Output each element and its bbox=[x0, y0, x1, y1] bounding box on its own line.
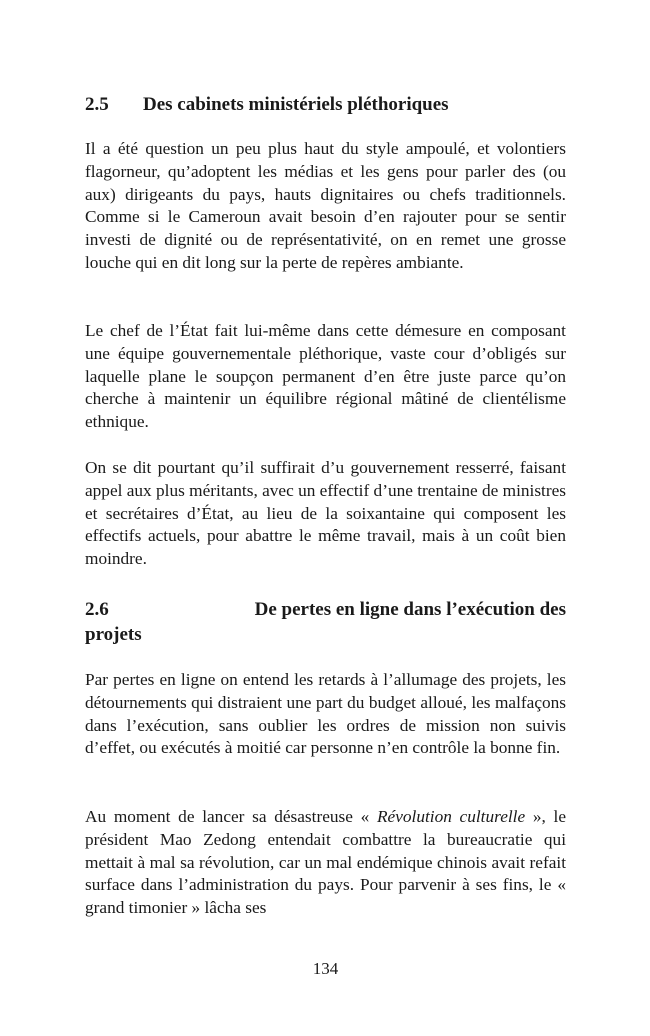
section-title-part-2: projets bbox=[85, 624, 142, 645]
page-number: 134 bbox=[312, 959, 339, 978]
section-number: 2.6 bbox=[85, 599, 109, 620]
paragraph-5-text-start: Au moment de lancer sa désastreuse « bbox=[85, 807, 377, 826]
section-heading-2-6 bbox=[85, 597, 566, 647]
section-heading-2-5 bbox=[85, 92, 566, 117]
paragraph-3: On se dit pourtant qu’il suffirait d’u gouvernement resserré, faisant appel aux plus méritants, avec un effectif d’une trentaine de ministres et secrétaires d’État, au lieu de la soixantaine qui composent les effectifs actuels, pour abattre le même travail, mais à un coût bien moindre. bbox=[85, 458, 566, 569]
italic-title: Révolution culturelle bbox=[376, 807, 526, 826]
section-number: 2.5 bbox=[85, 94, 109, 115]
section-title: Des cabinets ministériels pléthoriques bbox=[143, 94, 449, 115]
paragraph-5-text-end: », le président Mao Zedong entendait combattre la bureaucratie qui mettait à mal sa révolution, car un mal endémique chinois avait refait surface dans l’administration du pays. Pour parvenir à ses fins, le « grand timonier » lâcha ses bbox=[85, 807, 566, 918]
paragraph-5 bbox=[85, 806, 566, 920]
section-title-line bbox=[85, 597, 566, 622]
paragraph-2: Le chef de l’État fait lui-même dans cette démesure en composant une équipe gouvernementale pléthorique, vaste cour d’obligés sur laquelle plane le soupçon permanent d’en être juste parce qu’on cherche à maintenir un équilibre régional mâtiné de clientélisme ethnique. bbox=[85, 321, 566, 432]
section-title-part-1: De pertes en ligne dans l’exécution des bbox=[254, 599, 566, 620]
paragraph-4: Par pertes en ligne on entend les retards à l’allumage des projets, les détournements qui distraient une part du budget alloué, les malfaçons dans l’exécution, sans oublier les ordres de mission non suivis d’effet, ou exécutés à moitié car personne n’en contrôle la bonne fin. bbox=[85, 670, 566, 758]
paragraph-1: Il a été question un peu plus haut du style ampoulé, et volontiers flagorneur, qu’adoptent les médias et les gens pour parler des (ou aux) dirigeants du pays, hauts dignitaires ou chefs traditionnels. Comme si le Cameroun avait besoin d’en rajouter pour se sentir investi de dignité ou de représentativité, on en remet une grosse louche qui en dit long sur la perte de repères ambiante. bbox=[85, 139, 566, 272]
